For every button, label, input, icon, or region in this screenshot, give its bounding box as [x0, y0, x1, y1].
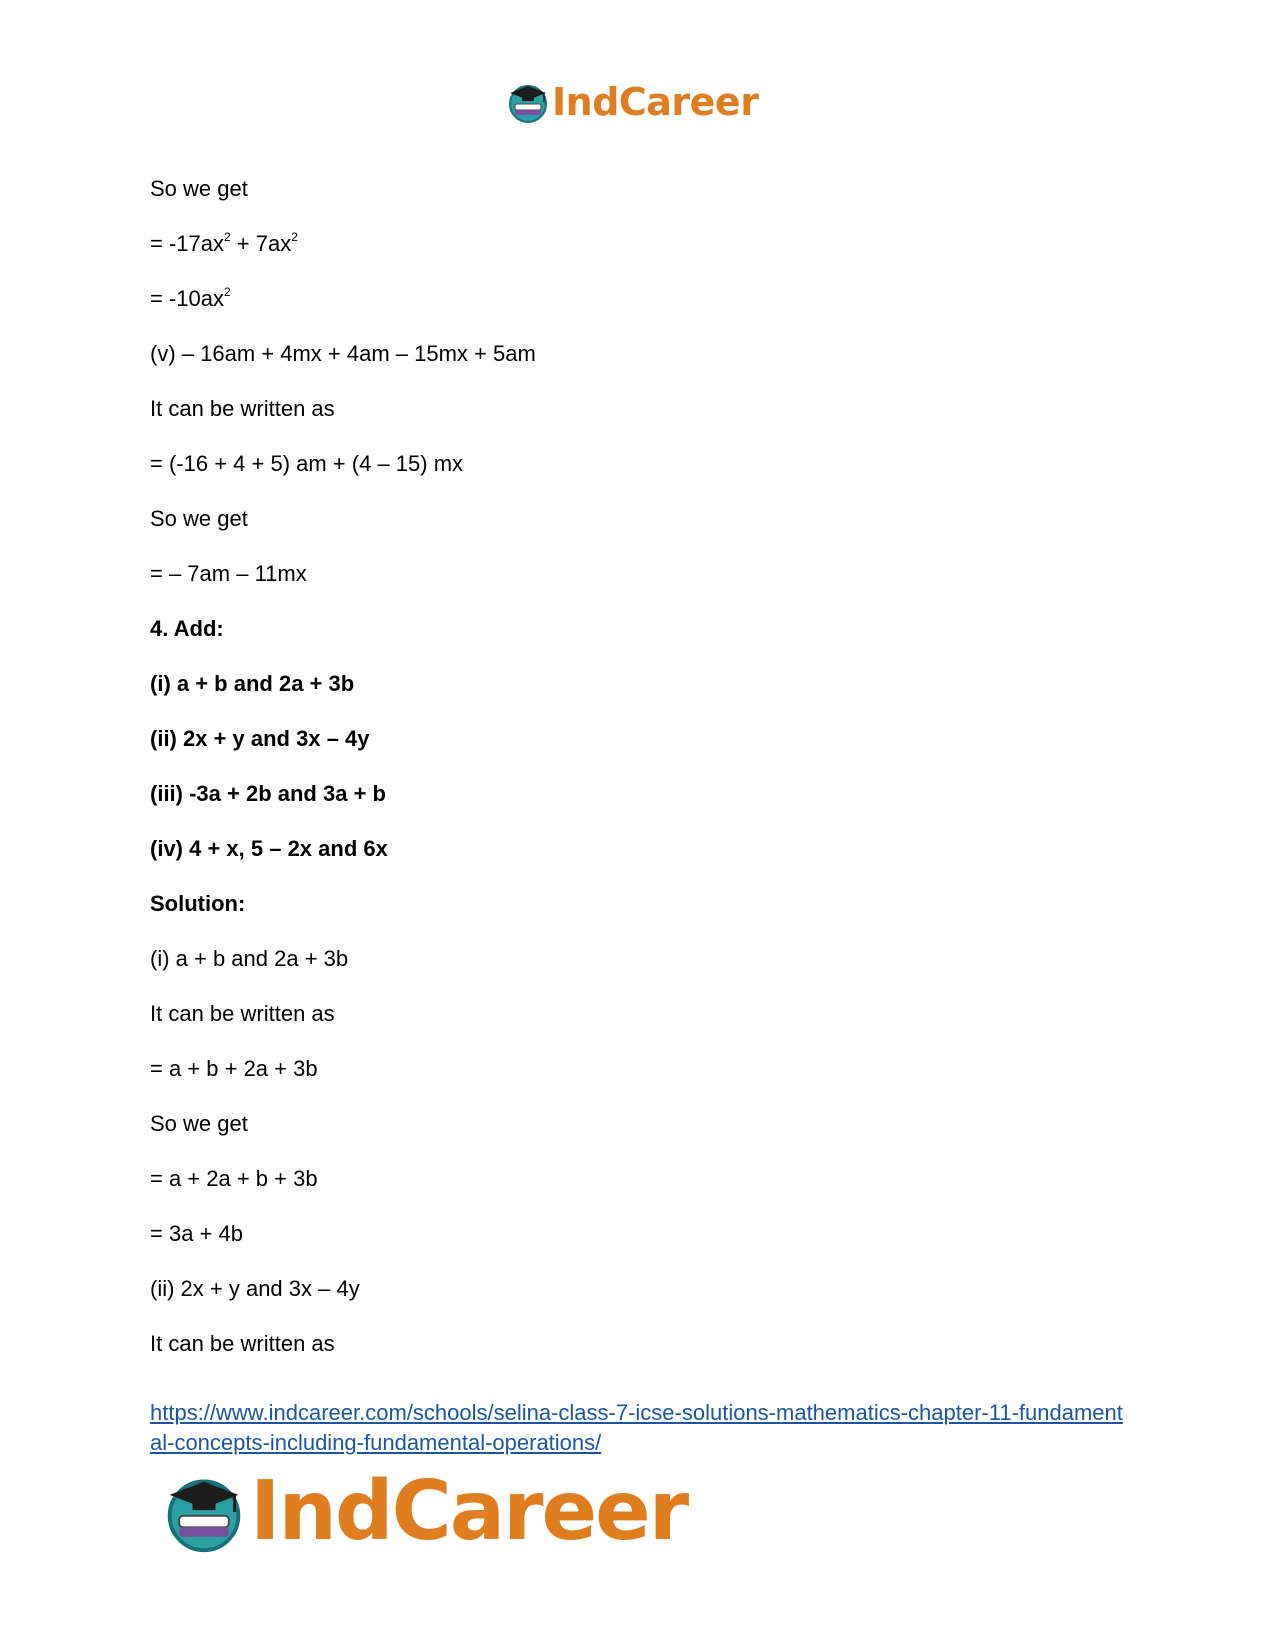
- solution-line: (ii) 2x + y and 3x – 4y: [150, 1276, 360, 1301]
- solution-line: = a + b + 2a + 3b: [150, 1056, 318, 1081]
- expression-text: = -17ax: [150, 231, 224, 256]
- question-line: (iii) -3a + 2b and 3a + b: [150, 781, 386, 806]
- superscript-exponent: 2: [224, 229, 231, 244]
- expression-text: + 7ax: [230, 231, 292, 256]
- solution-line: (v) – 16am + 4mx + 4am – 15mx + 5am: [150, 341, 536, 366]
- question-line: Solution:: [150, 891, 246, 916]
- solution-line: It can be written as: [150, 396, 335, 421]
- solution-line: So we get: [150, 1111, 248, 1136]
- question-line: (ii) 2x + y and 3x – 4y: [150, 726, 370, 751]
- graduation-cap-book-globe-icon: [506, 80, 550, 124]
- superscript-exponent: 2: [224, 284, 231, 299]
- solution-line: [150, 231, 1130, 257]
- question-line: (iv) 4 + x, 5 – 2x and 6x: [150, 836, 388, 861]
- solution-line: (i) a + b and 2a + 3b: [150, 946, 349, 971]
- solution-line: So we get: [150, 176, 248, 201]
- header-logo-text: IndCareer: [552, 80, 759, 124]
- solution-line: It can be written as: [150, 1001, 335, 1026]
- document-body: [150, 176, 1130, 1386]
- footer-logo-text: IndCareer: [250, 1464, 688, 1559]
- footer-logo: [162, 1464, 688, 1559]
- header-logo: [506, 80, 758, 124]
- source-link[interactable]: https://www.indcareer.com/schools/selina-class-7-icse-solutions-mathematics-chapter-11-fundamental-concepts-including-fundamental-operations/: [150, 1400, 1123, 1455]
- graduation-cap-book-globe-icon: [162, 1470, 246, 1554]
- solution-line: It can be written as: [150, 1331, 335, 1356]
- solution-line: = – 7am – 11mx: [150, 561, 307, 586]
- solution-line: = a + 2a + b + 3b: [150, 1166, 318, 1191]
- question-line: 4. Add:: [150, 616, 224, 641]
- solution-line: = 3a + 4b: [150, 1221, 243, 1246]
- expression-text: = -10ax: [150, 286, 224, 311]
- solution-line: So we get: [150, 506, 248, 531]
- solution-line: [150, 286, 1130, 312]
- solution-line: = (-16 + 4 + 5) am + (4 – 15) mx: [150, 451, 464, 476]
- superscript-exponent: 2: [291, 229, 298, 244]
- question-line: (i) a + b and 2a + 3b: [150, 671, 355, 696]
